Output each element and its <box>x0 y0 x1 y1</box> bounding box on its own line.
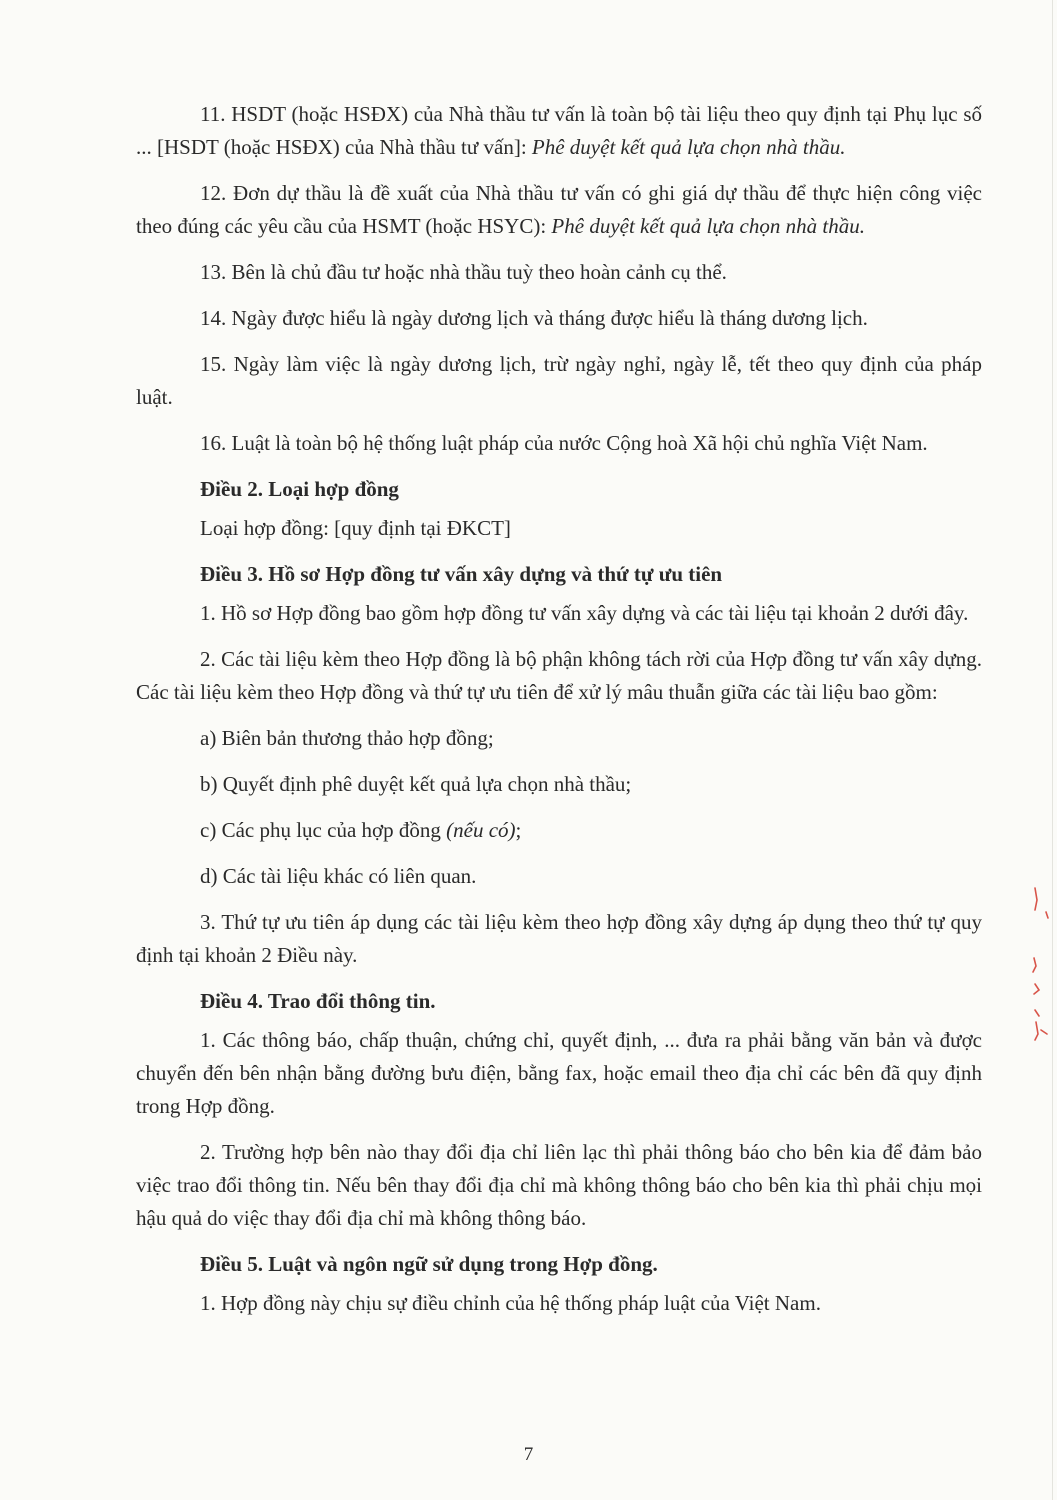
article-3-item-b: b) Quyết định phê duyệt kết quả lựa chọn nhà thầu; <box>200 772 632 796</box>
document-body <box>136 98 982 1324</box>
clause-15: 15. Ngày làm việc là ngày dương lịch, trừ ngày nghỉ, ngày lễ, tết theo quy định của pháp luật. <box>136 352 982 409</box>
clause-11: 11. HSDT (hoặc HSĐX) của Nhà thầu tư vấn là toàn bộ tài liệu theo quy định tại Phụ lục số ... [HSDT (hoặc HSĐX) của Nhà thầu tư vấn]: Phê duyệt kết quả lựa chọn nhà thầu. <box>136 102 982 159</box>
page-number: 7 <box>523 1444 534 1465</box>
article-4-heading: Điều 4. Trao đổi thông tin. <box>200 989 436 1013</box>
clause-12: 12. Đơn dự thầu là đề xuất của Nhà thầu tư vấn có ghi giá dự thầu để thực hiện công việc theo đúng các yêu cầu của HSMT (hoặc HSYC): Phê duyệt kết quả lựa chọn nhà thầu. <box>136 181 982 238</box>
article-5-heading: Điều 5. Luật và ngôn ngữ sử dụng trong Hợp đồng. <box>200 1252 658 1276</box>
clause-11-italic: Phê duyệt kết quả lựa chọn nhà thầu. <box>531 135 846 159</box>
article-3-heading: Điều 3. Hồ sơ Hợp đồng tư vấn xây dựng và thứ tự ưu tiên <box>200 562 723 586</box>
stamp-fragment-marks <box>1017 0 1057 1500</box>
article-4-clause-2: 2. Trường hợp bên nào thay đổi địa chỉ liên lạc thì phải thông báo cho bên kia để đảm bảo việc trao đổi thông tin. Nếu bên thay đổi địa chỉ mà không thông báo cho bên kia thì phải chịu mọi hậu quả do việc thay đổi địa chỉ mà không thông báo. <box>136 1140 982 1230</box>
article-3-clause-2: 2. Các tài liệu kèm theo Hợp đồng là bộ phận không tách rời của Hợp đồng tư vấn xây dựng. Các tài liệu kèm theo Hợp đồng và thứ tự ưu tiên để xử lý mâu thuẫn giữa các tài liệu bao gồm: <box>136 647 982 704</box>
article-3-item-c: c) Các phụ lục của hợp đồng (nếu có); <box>200 818 522 842</box>
article-3-clause-1: 1. Hồ sơ Hợp đồng bao gồm hợp đồng tư vấn xây dựng và các tài liệu tại khoản 2 dưới đây. <box>200 601 969 625</box>
article-3-clause-3: 3. Thứ tự ưu tiên áp dụng các tài liệu kèm theo hợp đồng xây dựng áp dụng theo thứ tự quy định tại khoản 2 Điều này. <box>136 910 982 967</box>
article-3-item-a: a) Biên bản thương thảo hợp đồng; <box>200 726 494 750</box>
article-2-text: Loại hợp đồng: [quy định tại ĐKCT] <box>200 516 511 540</box>
article-4-clause-1: 1. Các thông báo, chấp thuận, chứng chỉ, quyết định, ... đưa ra phải bằng văn bản và được chuyển đến bên nhận bằng đường bưu điện, bằng fax, hoặc email theo địa chỉ các bên đã quy định trong Hợp đồng. <box>136 1028 982 1118</box>
article-5-clause-1: 1. Hợp đồng này chịu sự điều chỉnh của hệ thống pháp luật của Việt Nam. <box>200 1291 821 1315</box>
clause-13: 13. Bên là chủ đầu tư hoặc nhà thầu tuỳ theo hoàn cảnh cụ thể. <box>200 260 727 284</box>
article-3-item-d: d) Các tài liệu khác có liên quan. <box>200 864 477 888</box>
clause-16: 16. Luật là toàn bộ hệ thống luật pháp của nước Cộng hoà Xã hội chủ nghĩa Việt Nam. <box>200 431 928 455</box>
article-2-heading: Điều 2. Loại hợp đồng <box>200 477 399 501</box>
clause-14: 14. Ngày được hiểu là ngày dương lịch và tháng được hiểu là tháng dương lịch. <box>200 306 868 330</box>
clause-12-italic: Phê duyệt kết quả lựa chọn nhà thầu. <box>551 214 865 238</box>
